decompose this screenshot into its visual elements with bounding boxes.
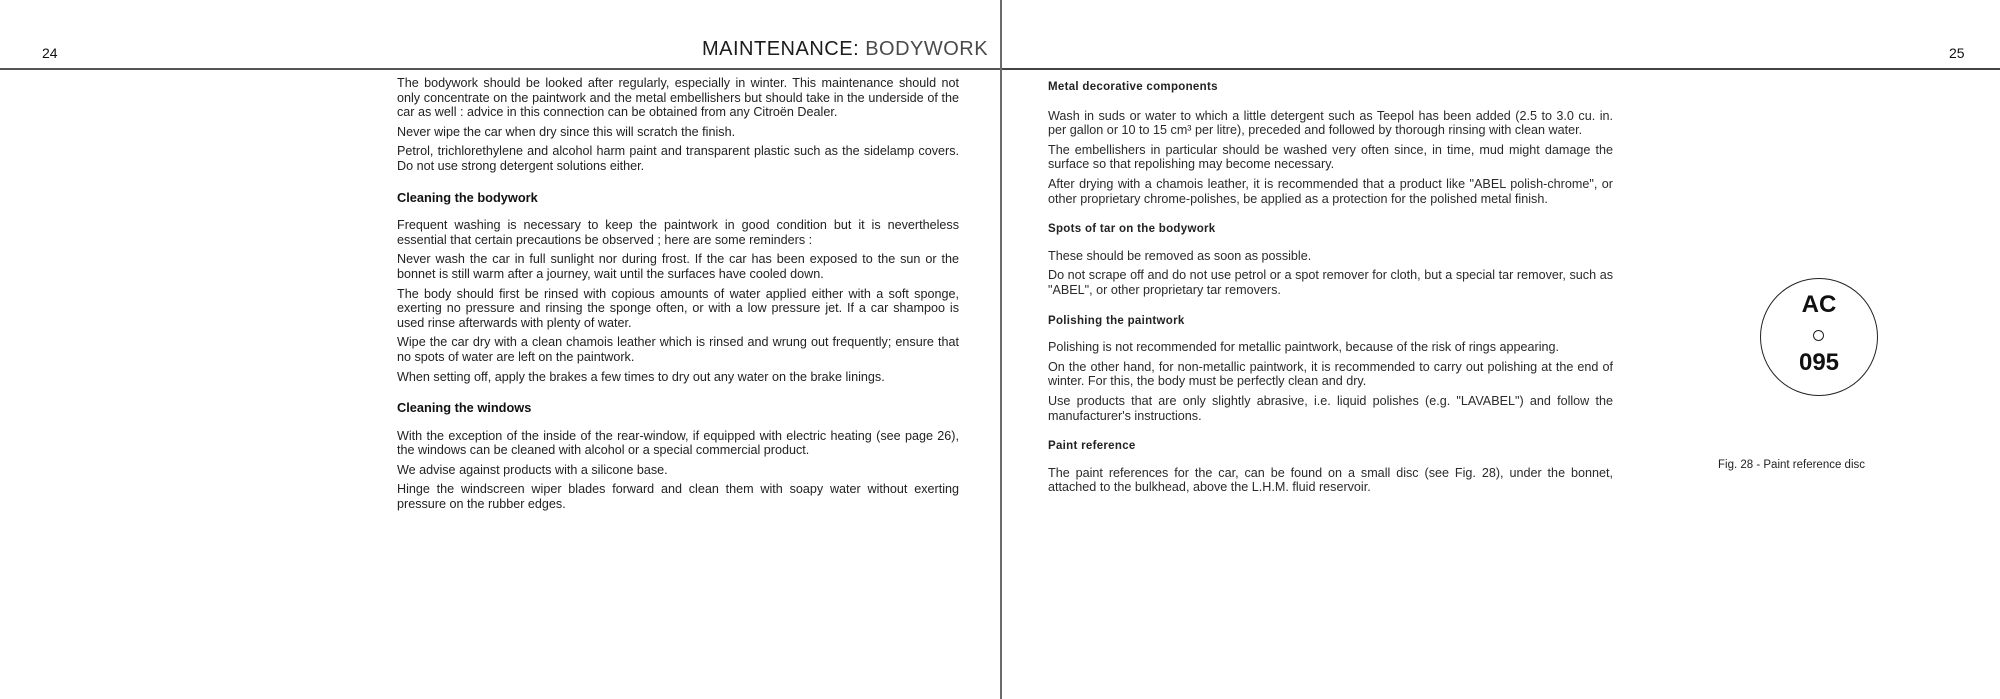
paragraph: The paint references for the car, can be found on a small disc (see Fig. 28), under the bonnet, attached to the bulkhead, above the L.H.M. fluid reservoir. bbox=[1048, 465, 1613, 495]
section-heading-metal-components: Metal decorative components bbox=[1048, 81, 1218, 93]
paragraph: The embellishers in particular should be washed very often since, in time, mud might damage the surface so that repolishing may become necessary. bbox=[1048, 142, 1613, 172]
page-gutter-divider bbox=[1000, 0, 1002, 699]
running-head-part1: MAINTENANCE: bbox=[702, 38, 860, 60]
running-head-part2: BODYWORK bbox=[865, 38, 989, 60]
page-number-right: 25 bbox=[1949, 45, 1965, 61]
paragraph: Use products that are only slightly abrasive, i.e. liquid polishes (e.g. "LAVABEL") and follow the manufacturer's instructions. bbox=[1048, 393, 1613, 423]
paragraph: With the exception of the inside of the rear-window, if equipped with electric heating (see page 26), the windows can be cleaned with alcohol or a special commercial product. bbox=[397, 428, 959, 458]
header-rule-left bbox=[0, 68, 1000, 70]
paragraph: Hinge the windscreen wiper blades forward and clean them with soapy water without exerting pressure on the rubber edges. bbox=[397, 482, 959, 512]
disc-code-letters: AC bbox=[1801, 291, 1837, 318]
section-heading-cleaning-bodywork: Cleaning the bodywork bbox=[397, 189, 538, 205]
paragraph: The bodywork should be looked after regularly, especially in winter. This maintenance should not only concentrate on the paintwork and the metal embellishers but should take in the underside of the car as well : advice in this connection can be obtained from any Citroën Dealer. bbox=[397, 76, 959, 120]
paint-reference-disc-figure bbox=[1760, 278, 1878, 396]
paragraph: The body should first be rinsed with copious amounts of water applied either with a soft sponge, exerting no pressure and rinsing the sponge often, or with a low pressure jet. If a car shampoo is used rinse afterwards with plenty of water. bbox=[397, 286, 959, 330]
section-heading-cleaning-windows: Cleaning the windows bbox=[397, 400, 532, 416]
paragraph: Never wash the car in full sunlight nor during frost. If the car has been exposed to the sun or the bonnet is still warm after a journey, wait until the surfaces have cooled down. bbox=[397, 252, 959, 281]
paragraph: Frequent washing is necessary to keep the paintwork in good condition but it is nevertheless essential that certain precautions be observed ; here are some reminders : bbox=[397, 218, 959, 247]
paragraph: Petrol, trichlorethylene and alcohol harm paint and transparent plastic such as the sidelamp covers. Do not use strong detergent solutions either. bbox=[397, 144, 959, 173]
section-heading-paint-reference: Paint reference bbox=[1048, 440, 1136, 453]
right-text-column bbox=[1048, 80, 1613, 500]
paragraph: Wipe the car dry with a clean chamois leather which is rinsed and wrung out frequently; ensure that no spots of water are left on the paintwork. bbox=[397, 335, 959, 364]
left-text-column bbox=[397, 76, 959, 517]
page-number-left: 24 bbox=[42, 45, 58, 61]
paragraph: Do not scrape off and do not use petrol or a spot remover for cloth, but a special tar remover, such as "ABEL", or other proprietary tar removers. bbox=[1048, 268, 1613, 297]
paragraph: These should be removed as soon as possible. bbox=[1048, 248, 1312, 263]
paragraph: After drying with a chamois leather, it is recommended that a product like "ABEL polish-chrome", or other proprietary chrome-polishes, be applied as a protection for the polished metal finish. bbox=[1048, 176, 1613, 206]
paragraph: Polishing is not recommended for metallic paintwork, because of the risk of rings appearing. bbox=[1048, 340, 1560, 355]
running-head bbox=[702, 38, 988, 61]
disc-mounting-hole-icon bbox=[1813, 330, 1824, 341]
header-rule-right bbox=[1002, 68, 2000, 70]
paragraph: We advise against products with a silicone base. bbox=[397, 462, 668, 477]
figure-caption: Fig. 28 - Paint reference disc bbox=[1718, 459, 1866, 471]
paragraph: Wash in suds or water to which a little detergent such as Teepol has been added (2.5 to 3.0 cu. in. per gallon or 10 to 15 cm³ per litre), preceded and followed by thorough rinsing with clean water. bbox=[1048, 108, 1613, 138]
paragraph: On the other hand, for non-metallic paintwork, it is recommended to carry out polishing at the end of winter. For this, the body must be perfectly clean and dry. bbox=[1048, 359, 1613, 389]
disc-code-number: 095 bbox=[1798, 349, 1840, 376]
section-heading-polishing: Polishing the paintwork bbox=[1048, 314, 1185, 327]
paragraph: When setting off, apply the brakes a few times to dry out any water on the brake linings. bbox=[397, 369, 885, 384]
paragraph: Never wipe the car when dry since this will scratch the finish. bbox=[397, 124, 736, 139]
section-heading-tar-spots: Spots of tar on the bodywork bbox=[1048, 223, 1216, 236]
